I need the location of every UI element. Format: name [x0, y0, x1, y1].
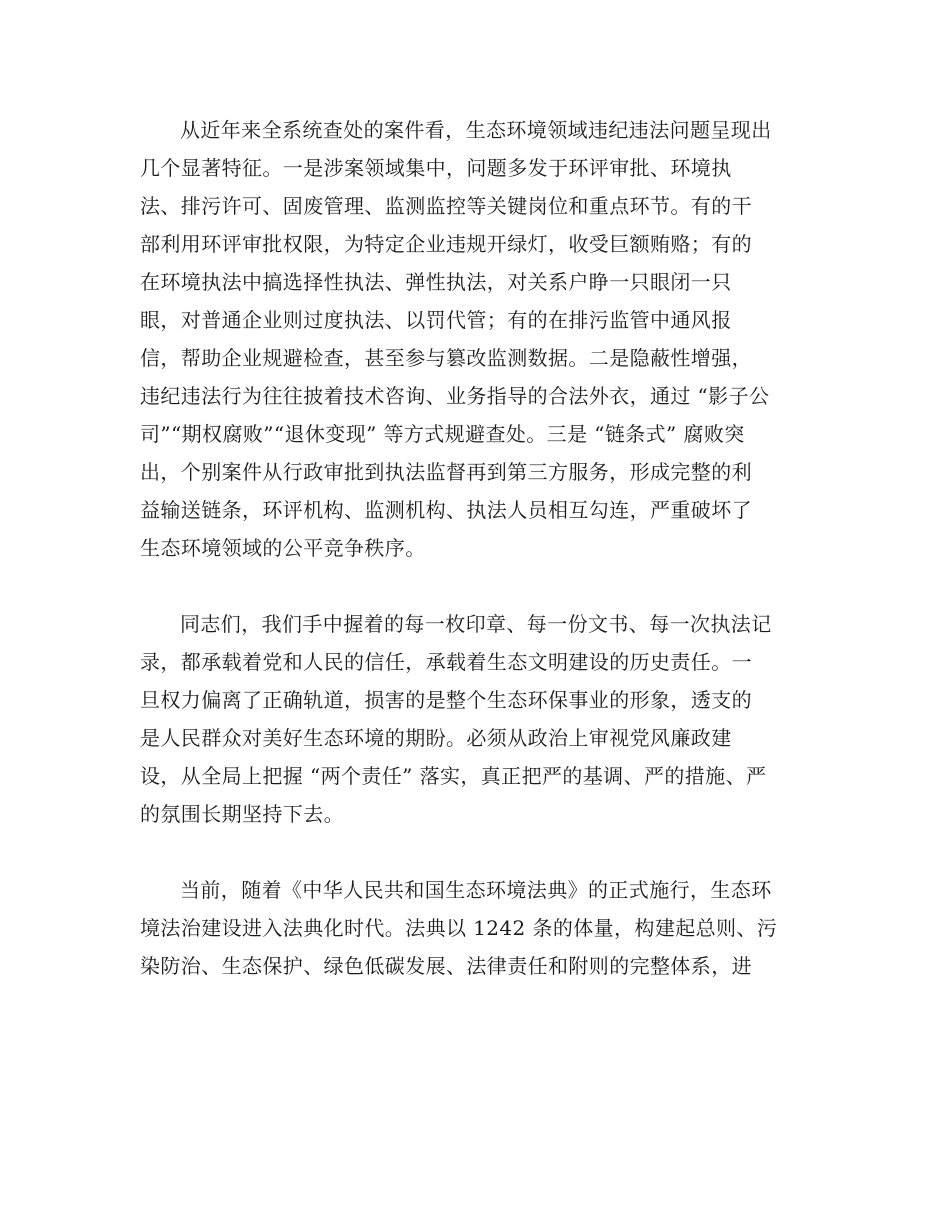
- text-line: 法、排污许可、固废管理、监测监控等关键岗位和重点环节。有的干: [140, 194, 752, 218]
- text-line: 旦权力偏离了正确轨道，损害的是整个生态环保事业的形象，透支的: [140, 688, 752, 712]
- document-body: [140, 111, 810, 985]
- text-line: 的氛围长期坚持下去。: [140, 802, 344, 826]
- text-line: 眼，对普通企业则过度执法、以罚代管；有的在排污监管中通风报: [140, 308, 732, 332]
- text-line: 染防治、生态保护、绿色低碳发展、法律责任和附则的完整体系，进: [140, 954, 752, 978]
- text-line: 从近年来全系统查处的案件看，生态环境领域违纪违法问题呈现出: [180, 118, 772, 142]
- text-line: 是人民群众对美好生态环境的期盼。必须从政治上审视党风廉政建: [140, 726, 732, 750]
- text-line: 生态环境领域的公平竞争秩序。: [140, 536, 426, 560]
- text-line: 几个显著特征。一是涉案领域集中，问题多发于环评审批、环境执: [140, 156, 732, 180]
- text-line: 司”“期权腐败”“退休变现” 等方式规避查处。三是 “链条式” 腐败突: [140, 422, 745, 446]
- text-line: 部利用环评审批权限，为特定企业违规开绿灯，收受巨额贿赂；有的: [140, 232, 752, 256]
- text-line: 录，都承载着党和人民的信任，承载着生态文明建设的历史责任。一: [140, 650, 752, 674]
- paragraph-case-characteristics: [140, 111, 810, 567]
- text-line: 设，从全局上把握 “两个责任” 落实，真正把严的基调、严的措施、严: [140, 764, 767, 788]
- paragraph-code-enactment: [140, 871, 810, 985]
- text-line: 违纪违法行为往往披着技术咨询、业务指导的合法外衣，通过 “影子公: [140, 384, 770, 408]
- text-line: 当前，随着《中华人民共和国生态环境法典》的正式施行，生态环: [180, 878, 772, 902]
- text-line: 益输送链条，环评机构、监测机构、执法人员相互勾连，严重破坏了: [140, 498, 752, 522]
- text-line: 同志们，我们手中握着的每一枚印章、每一份文书、每一次执法记: [180, 612, 772, 636]
- text-line: 信，帮助企业规避检查，甚至参与篡改监测数据。二是隐蔽性增强，: [140, 346, 752, 370]
- paragraph-gap: [140, 567, 810, 605]
- text-line: 境法治建设进入法典化时代。法典以 1242 条的体量，构建起总则、污: [140, 916, 778, 940]
- text-line: 出，个别案件从行政审批到执法监督再到第三方服务，形成完整的利: [140, 460, 752, 484]
- text-line: 在环境执法中搞选择性执法、弹性执法，对关系户睁一只眼闭一只: [140, 270, 732, 294]
- paragraph-gap: [140, 833, 810, 871]
- paragraph-comrades: [140, 605, 810, 833]
